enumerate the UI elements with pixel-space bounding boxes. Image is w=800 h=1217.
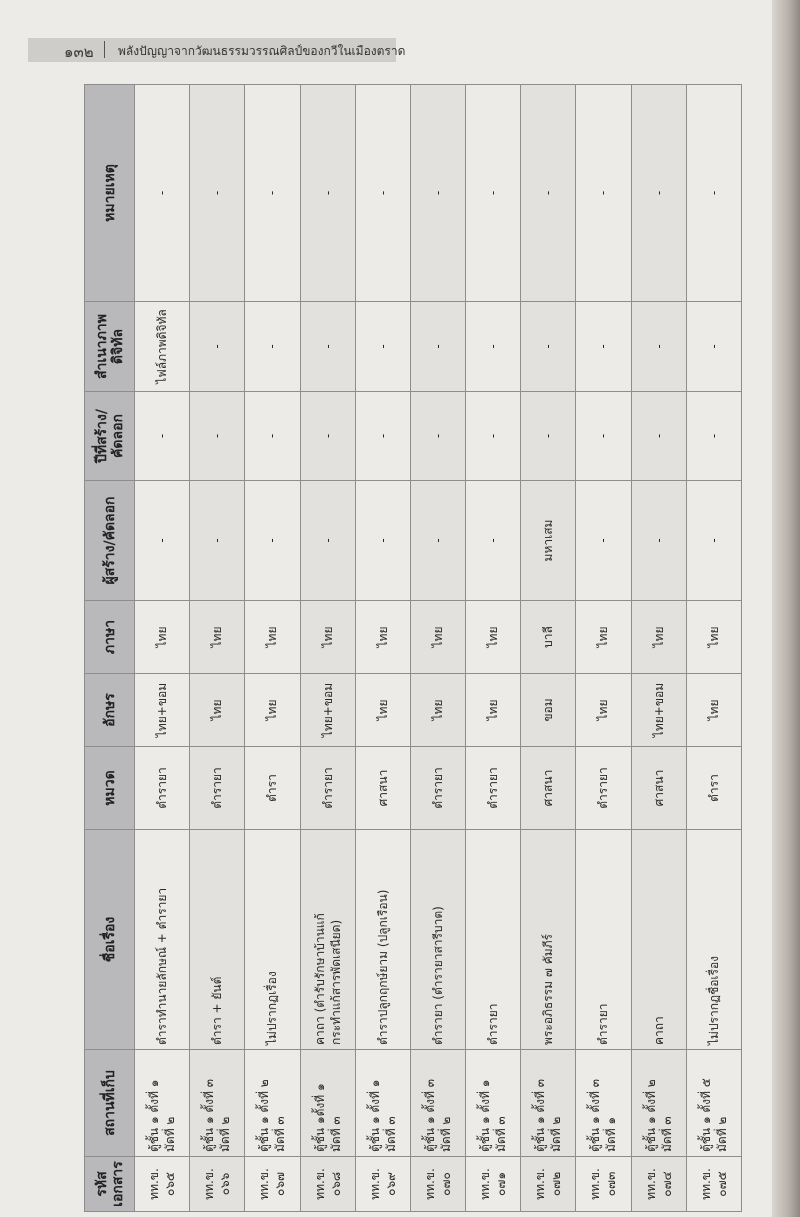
column-category-cell: ตำรา bbox=[686, 747, 741, 830]
column-digital-copy-cell: - bbox=[300, 302, 355, 392]
column-title-cell: ไม่ปรากฏชื่อเรื่อง bbox=[686, 830, 741, 1050]
table-row bbox=[410, 85, 465, 1212]
column-language-header: ภาษา bbox=[85, 601, 135, 674]
column-digital-copy-cell: ไฟล์ภาพดิจิทัล bbox=[135, 302, 190, 392]
column-category-cell: ตำรา bbox=[245, 747, 300, 830]
column-location-cell: ตู้ชั้น ๑ ตั้งที่ ๓ มัดที่ ๒ bbox=[410, 1050, 465, 1157]
column-creator-cell: - bbox=[245, 481, 300, 601]
column-script-cell: ไทย bbox=[686, 674, 741, 747]
column-location-cell: ตู้ชั้น ๑ ตั้งที่ ๑ มัดที่ ๓ bbox=[466, 1050, 521, 1157]
column-doc-code-cell: ทท.ข. ๐๖๘ bbox=[300, 1157, 355, 1212]
column-language-cell: ไทย bbox=[466, 601, 521, 674]
table-row bbox=[466, 85, 521, 1212]
running-header-title: พลังปัญญาจากวัฒนธรรมวรรณศิลป์ของกวีในเมืองตราด bbox=[118, 44, 406, 58]
column-year-cell: - bbox=[245, 392, 300, 481]
column-location-cell: ตู้ชั้น ๑ ตั้งที่ ๒ มัดที่ ๓ bbox=[245, 1050, 300, 1157]
column-year-header: ปีที่สร้าง/ คัดลอก bbox=[85, 392, 135, 481]
column-title-cell: ตำราทำนายลักษณ์ + ตำรายา bbox=[135, 830, 190, 1050]
column-digital-copy-cell: - bbox=[521, 302, 576, 392]
column-creator-cell: - bbox=[576, 481, 631, 601]
column-remark-cell: - bbox=[521, 85, 576, 302]
header-separator bbox=[104, 41, 105, 58]
column-doc-code-cell: ทท.ข. ๐๖๕ bbox=[135, 1157, 190, 1212]
column-language-cell: ไทย bbox=[355, 601, 410, 674]
column-title-header: ชื่อเรื่อง bbox=[85, 830, 135, 1050]
column-creator-cell: มหาเสม bbox=[521, 481, 576, 601]
column-location-cell: ตู้ชั้น ๑ ตั้งที่ ๕ มัดที่ ๒ bbox=[686, 1050, 741, 1157]
column-language-cell: ไทย bbox=[410, 601, 465, 674]
column-year-cell: - bbox=[135, 392, 190, 481]
table-row bbox=[686, 85, 741, 1212]
column-location-cell: ตู้ชั้น ๑ ตั้งที่ ๒ มัดที่ ๓ bbox=[631, 1050, 686, 1157]
column-location-cell: ตู้ชั้น ๑ ตั้งที่ ๑ มัดที่ ๒ bbox=[135, 1050, 190, 1157]
column-digital-copy-cell: - bbox=[245, 302, 300, 392]
column-remark-cell: - bbox=[190, 85, 245, 302]
column-creator-cell: - bbox=[135, 481, 190, 601]
table-row bbox=[355, 85, 410, 1212]
column-doc-code-cell: ทท.ข. ๐๗๐ bbox=[410, 1157, 465, 1212]
column-location-cell: ตู้ชั้น ๑ ตั้งที่ ๑ มัดที่ ๓ bbox=[355, 1050, 410, 1157]
column-year-cell: - bbox=[521, 392, 576, 481]
column-script-cell: ไทย bbox=[245, 674, 300, 747]
column-title-cell: ไม่ปรากฏเรื่อง bbox=[245, 830, 300, 1050]
column-creator-cell: - bbox=[190, 481, 245, 601]
column-category-cell: ตำรายา bbox=[410, 747, 465, 830]
column-creator-cell: - bbox=[300, 481, 355, 601]
column-language-cell: ไทย bbox=[245, 601, 300, 674]
column-language-cell: บาลี bbox=[521, 601, 576, 674]
column-category-cell: ตำรายา bbox=[466, 747, 521, 830]
column-year-cell: - bbox=[466, 392, 521, 481]
column-remark-cell: - bbox=[466, 85, 521, 302]
column-remark-cell: - bbox=[245, 85, 300, 302]
column-creator-cell: - bbox=[686, 481, 741, 601]
column-digital-copy-cell: - bbox=[576, 302, 631, 392]
column-year-cell: - bbox=[686, 392, 741, 481]
column-category-header: หมวด bbox=[85, 747, 135, 830]
column-script-cell: ไทย+ขอม bbox=[300, 674, 355, 747]
column-category-cell: ศาสนา bbox=[631, 747, 686, 830]
column-title-cell: คาถา bbox=[631, 830, 686, 1050]
column-title-cell: ตำรายา bbox=[576, 830, 631, 1050]
column-doc-code-header: รหัส เอกสาร bbox=[85, 1157, 135, 1212]
column-category-cell: ตำรายา bbox=[576, 747, 631, 830]
column-language-cell: ไทย bbox=[190, 601, 245, 674]
column-year-cell: - bbox=[300, 392, 355, 481]
column-creator-header: ผู้สร้าง/คัดลอก bbox=[85, 481, 135, 601]
column-script-cell: ไทย bbox=[576, 674, 631, 747]
column-language-cell: ไทย bbox=[300, 601, 355, 674]
column-doc-code-cell: ทท.ข. ๐๗๕ bbox=[686, 1157, 741, 1212]
column-location-cell: ตู้ชั้น ๑ตั้งที่ ๑ มัดที่ ๓ bbox=[300, 1050, 355, 1157]
column-year-cell: - bbox=[576, 392, 631, 481]
column-digital-copy-cell: - bbox=[355, 302, 410, 392]
column-language-cell: ไทย bbox=[686, 601, 741, 674]
column-doc-code-cell: ทท.ข. ๐๖๙ bbox=[355, 1157, 410, 1212]
column-script-cell: ไทย bbox=[466, 674, 521, 747]
column-creator-cell: - bbox=[410, 481, 465, 601]
column-digital-copy-header: สำเนาภาพ ดิจิทัล bbox=[85, 302, 135, 392]
table-row bbox=[135, 85, 190, 1212]
column-title-cell: ตำรายา bbox=[466, 830, 521, 1050]
column-remark-cell: - bbox=[355, 85, 410, 302]
table-row bbox=[521, 85, 576, 1212]
column-digital-copy-cell: - bbox=[466, 302, 521, 392]
column-category-cell: ตำรายา bbox=[190, 747, 245, 830]
table-row bbox=[576, 85, 631, 1212]
column-title-cell: คาถา (ตำรับรักษาบ้านแก้ กระทำแก้สารพัดเสนียด) bbox=[300, 830, 355, 1050]
column-language-cell: ไทย bbox=[576, 601, 631, 674]
column-creator-cell: - bbox=[355, 481, 410, 601]
column-script-header: อักษร bbox=[85, 674, 135, 747]
column-remark-cell: - bbox=[686, 85, 741, 302]
column-script-cell: ขอม bbox=[521, 674, 576, 747]
column-digital-copy-cell: - bbox=[631, 302, 686, 392]
column-title-cell: ตำรา + ยันต์ bbox=[190, 830, 245, 1050]
column-language-cell: ไทย bbox=[135, 601, 190, 674]
column-remark-cell: - bbox=[631, 85, 686, 302]
column-doc-code-cell: ทท.ข. ๐๗๒ bbox=[521, 1157, 576, 1212]
column-remark-header: หมายเหตุ bbox=[85, 85, 135, 302]
column-category-cell: ตำรายา bbox=[300, 747, 355, 830]
column-location-header: สถานที่เก็บ bbox=[85, 1050, 135, 1157]
manuscript-catalog-table-rotated bbox=[84, 85, 742, 1212]
table-row bbox=[631, 85, 686, 1212]
column-doc-code-cell: ทท.ข. ๐๗๑ bbox=[466, 1157, 521, 1212]
column-remark-cell: - bbox=[410, 85, 465, 302]
column-digital-copy-cell: - bbox=[410, 302, 465, 392]
column-remark-cell: - bbox=[300, 85, 355, 302]
table-row bbox=[245, 85, 300, 1212]
column-digital-copy-cell: - bbox=[686, 302, 741, 392]
column-title-cell: ตำรายา (ตำรายาสารีบาต) bbox=[410, 830, 465, 1050]
column-doc-code-cell: ทท.ข. ๐๗๓ bbox=[576, 1157, 631, 1212]
column-script-cell: ไทย bbox=[190, 674, 245, 747]
column-title-cell: ตำราปลูกฤกษ์ยาม (ปลูกเรือน) bbox=[355, 830, 410, 1050]
column-language-cell: ไทย bbox=[631, 601, 686, 674]
column-script-cell: ไทย+ขอม bbox=[631, 674, 686, 747]
column-creator-cell: - bbox=[466, 481, 521, 601]
column-script-cell: ไทย bbox=[410, 674, 465, 747]
column-category-cell: ศาสนา bbox=[355, 747, 410, 830]
page-number: ๑๓๒ bbox=[64, 43, 94, 61]
column-category-cell: ตำรายา bbox=[135, 747, 190, 830]
column-year-cell: - bbox=[355, 392, 410, 481]
column-doc-code-cell: ทท.ข. ๐๖๖ bbox=[190, 1157, 245, 1212]
manuscript-catalog-table bbox=[84, 84, 742, 1212]
column-doc-code-cell: ทท.ข. ๐๗๔ bbox=[631, 1157, 686, 1212]
column-doc-code-cell: ทท.ข. ๐๖๗ bbox=[245, 1157, 300, 1212]
table-row bbox=[190, 85, 245, 1212]
column-location-cell: ตู้ชั้น ๑ ตั้งที่ ๓ มัดที่ ๑ bbox=[576, 1050, 631, 1157]
table-row bbox=[300, 85, 355, 1212]
column-category-cell: ศาสนา bbox=[521, 747, 576, 830]
column-year-cell: - bbox=[410, 392, 465, 481]
column-title-cell: พระอภิธรรม ๗ คัมภีร์ bbox=[521, 830, 576, 1050]
column-location-cell: ตู้ชั้น ๑ ตั้งที่ ๓ มัดที่ ๒ bbox=[521, 1050, 576, 1157]
page-edge-shadow bbox=[772, 0, 800, 1217]
column-creator-cell: - bbox=[631, 481, 686, 601]
column-year-cell: - bbox=[631, 392, 686, 481]
column-remark-cell: - bbox=[576, 85, 631, 302]
column-location-cell: ตู้ชั้น ๑ ตั้งที่ ๓ มัดที่ ๒ bbox=[190, 1050, 245, 1157]
column-script-cell: ไทย+ขอม bbox=[135, 674, 190, 747]
column-year-cell: - bbox=[190, 392, 245, 481]
column-remark-cell: - bbox=[135, 85, 190, 302]
column-digital-copy-cell: - bbox=[190, 302, 245, 392]
column-script-cell: ไทย bbox=[355, 674, 410, 747]
